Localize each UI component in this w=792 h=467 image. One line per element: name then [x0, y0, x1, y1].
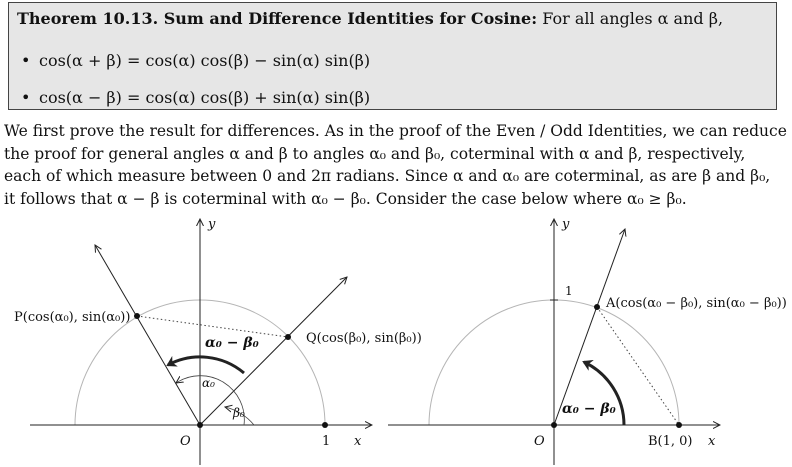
left-arc-alpha-diff: [168, 357, 244, 373]
right-label-angle-diff: α₀ − β₀: [562, 401, 616, 417]
left-terminal-side-alpha: [95, 245, 200, 425]
proof-paragraph: [4, 120, 787, 210]
right-label-b: B(1, 0): [648, 434, 693, 449]
right-point-b: [676, 422, 682, 428]
left-label-q: Q(cos(β₀), sin(β₀)): [306, 331, 422, 346]
left-label-p: P(cos(α₀), sin(α₀)): [14, 310, 131, 325]
theorem-intro: For all angles α and β,: [542, 9, 724, 28]
figures: [0, 215, 792, 467]
paragraph-line: We first prove the result for differences. As in the proof of the Even / Odd Identities, we can reduce: [4, 122, 787, 140]
theorem-heading-line: [17, 9, 723, 28]
identity-difference: • cos(α − β) = cos(α) cos(β) + sin(α) sin(β): [39, 88, 370, 107]
right-figure: [388, 217, 787, 465]
left-figure: [14, 217, 422, 465]
left-label-beta: β₀: [233, 406, 245, 420]
left-point-q: [285, 334, 291, 340]
right-label-y: y: [562, 217, 570, 232]
identity-sum: • cos(α + β) = cos(α) cos(β) − sin(α) sin(β): [39, 51, 370, 70]
right-terminal-side: [554, 229, 625, 425]
left-label-y: y: [208, 217, 216, 232]
left-origin-dot: [197, 422, 203, 428]
left-label-origin: O: [180, 434, 191, 449]
right-label-a: A(cos(α₀ − β₀), sin(α₀ − β₀)): [606, 296, 787, 311]
paragraph-line: it follows that α − β is coterminal with α₀ − β₀. Consider the case below where α₀ ≥ β₀.: [4, 189, 687, 208]
theorem-box: [8, 2, 777, 110]
left-label-angle-diff: α₀ − β₀: [205, 335, 259, 351]
left-point-p: [134, 313, 140, 319]
left-label-x: x: [354, 434, 362, 449]
paragraph-line: each of which measure between 0 and 2π radians. Since α and α₀ are coterminal, as are β and β₀,: [4, 167, 771, 185]
theorem-title: Theorem 10.13. Sum and Difference Identities for Cosine:: [17, 9, 538, 28]
paragraph-line: the proof for general angles α and β to angles α₀ and β₀, coterminal with α and β, respectively,: [4, 144, 746, 163]
right-label-x: x: [708, 434, 716, 449]
right-label-one: 1: [565, 284, 573, 298]
left-label-alpha: α₀: [202, 376, 215, 390]
left-tick-one-dot: [322, 422, 328, 428]
right-label-origin: O: [534, 434, 545, 449]
right-origin-dot: [551, 422, 557, 428]
right-point-a: [594, 304, 600, 310]
left-label-one: 1: [322, 434, 331, 449]
left-chord-pq: [137, 316, 288, 337]
left-terminal-side-beta: [200, 277, 347, 425]
